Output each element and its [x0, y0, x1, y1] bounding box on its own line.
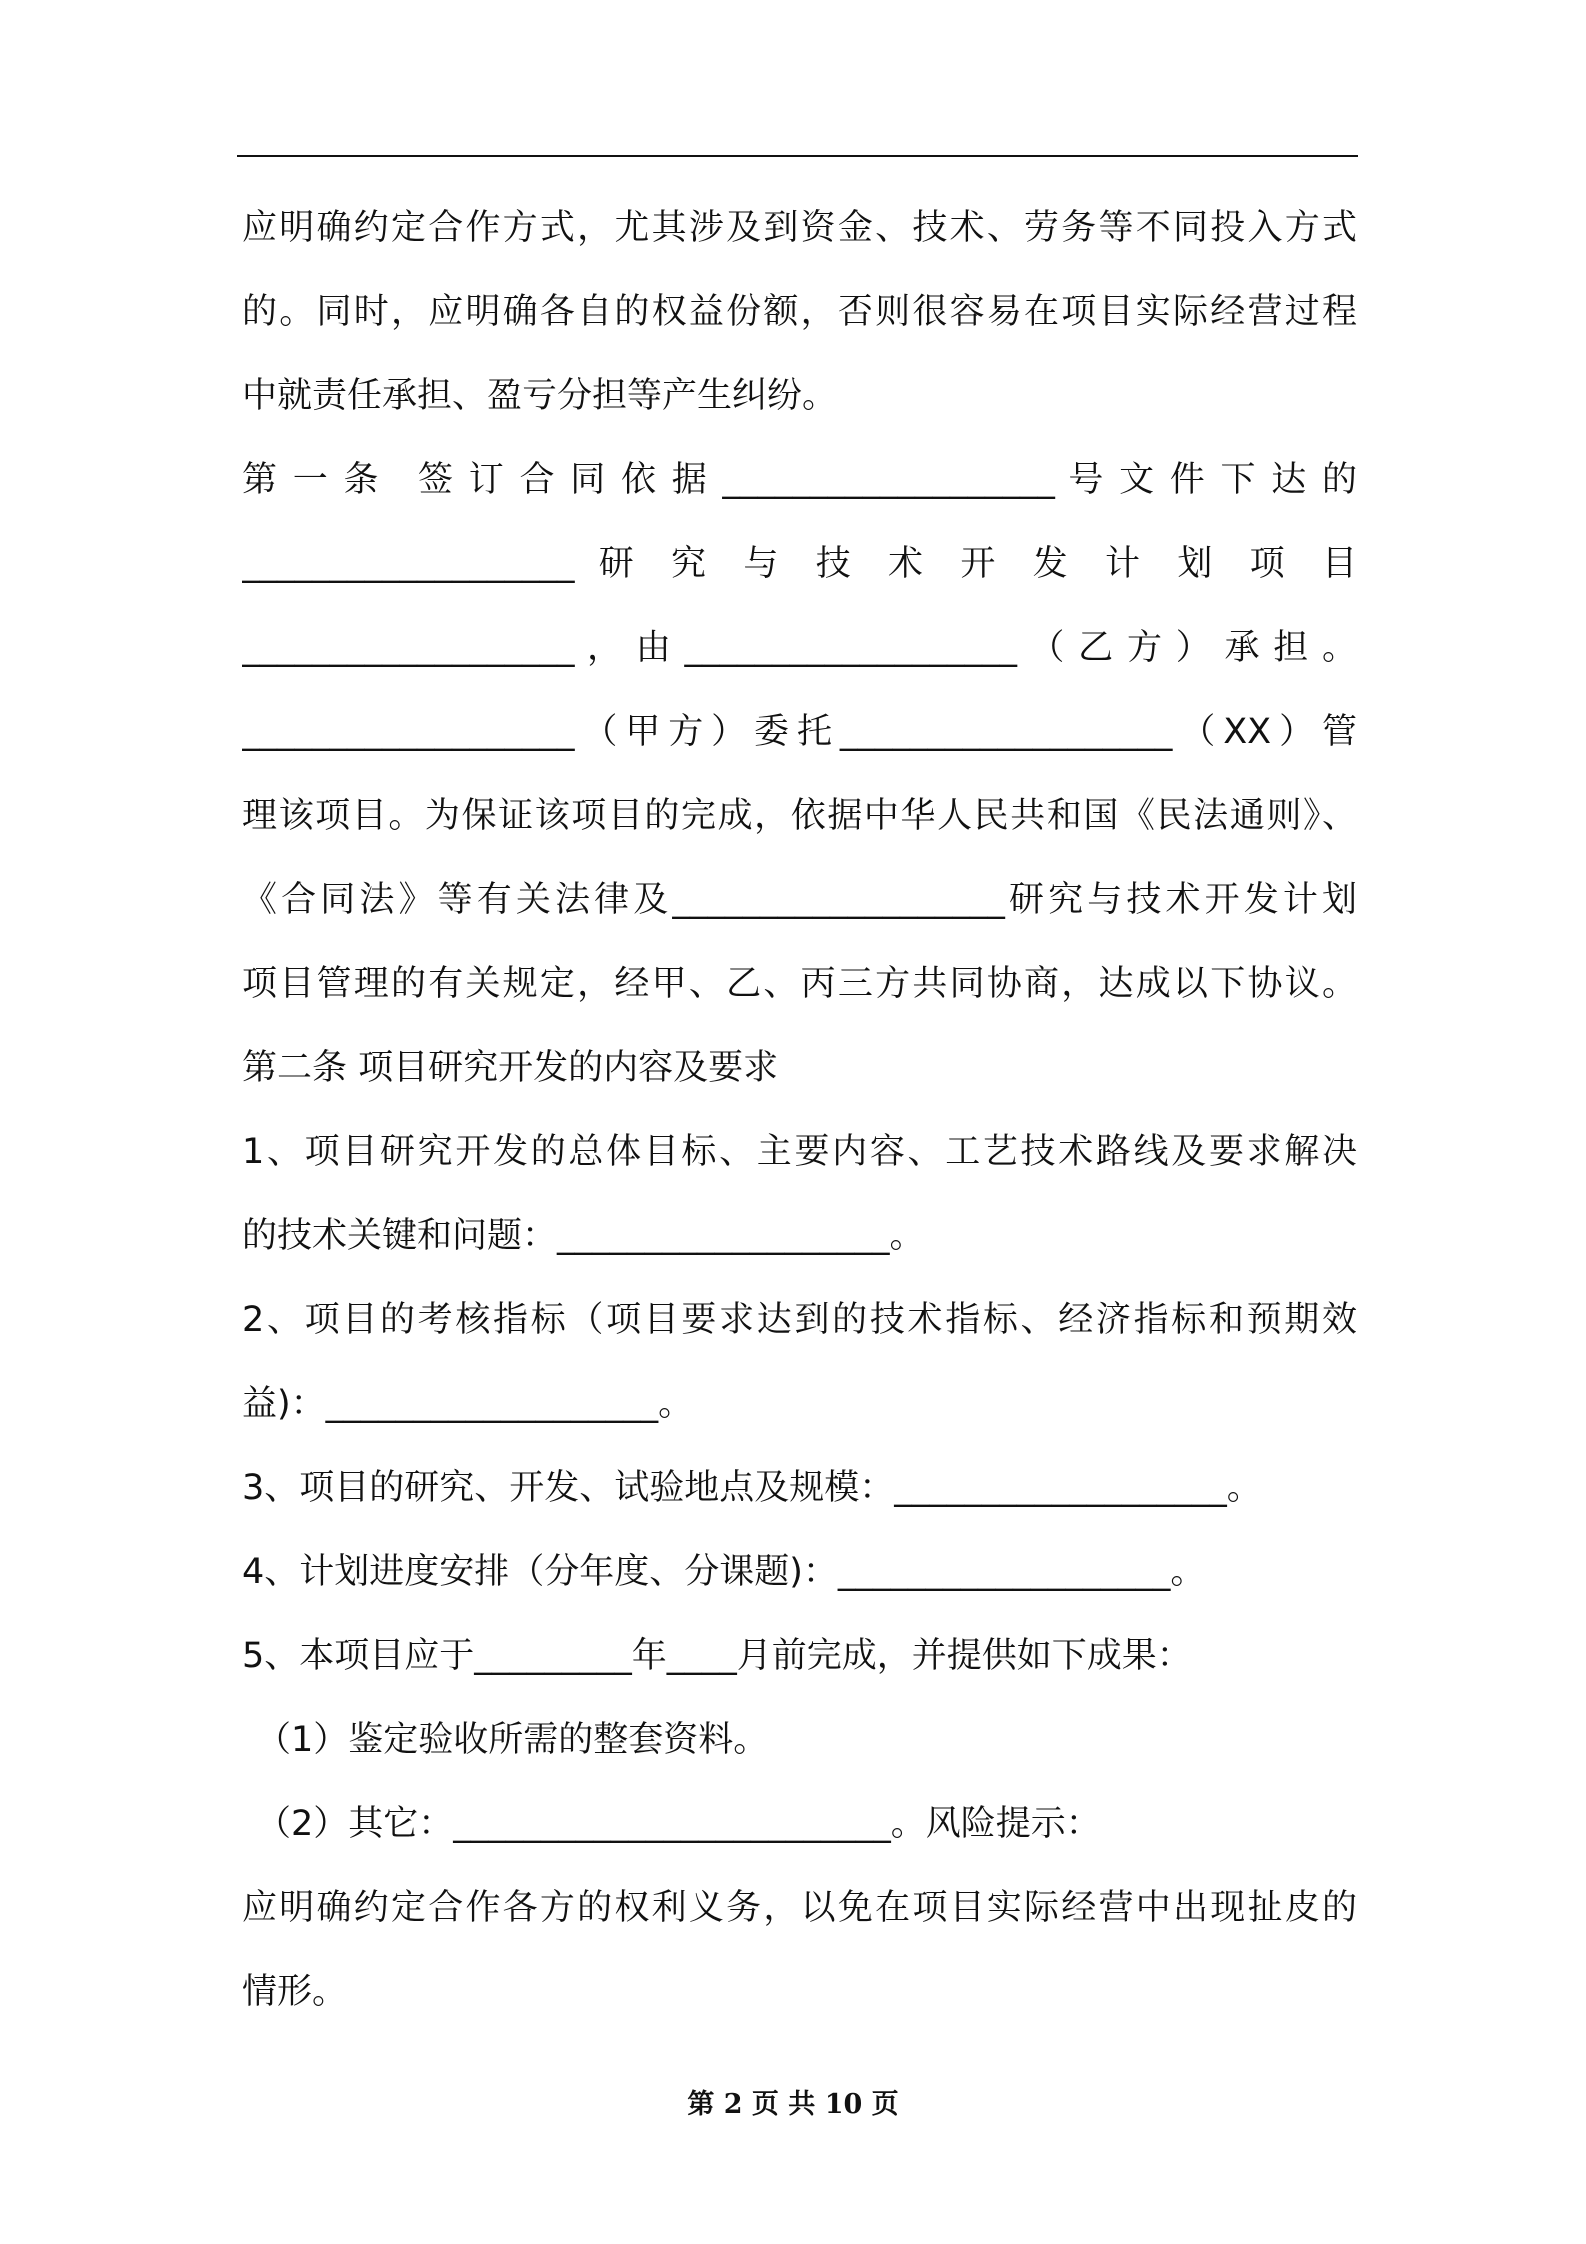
- item-5-line: 5、本项目应于_________年____月前完成，并提供如下成果：: [242, 1636, 1192, 1676]
- clause-1-line: ___________________（甲方）委托___________________（XX）管: [242, 712, 1357, 752]
- sub-item-1: （1）鉴定验收所需的整套资料。: [256, 1720, 769, 1760]
- item-3-line: 3、项目的研究、开发、试验地点及规模：___________________。: [242, 1468, 1262, 1508]
- clause-1-line: 项目管理的有关规定，经甲、乙、丙三方共同协商，达成以下协议。: [242, 964, 1357, 1004]
- item-2-line: 2、项目的考核指标（项目要求达到的技术指标、经济指标和预期效: [242, 1300, 1357, 1340]
- clause-1-line: 《合同法》等有关法律及___________________研究与技术开发计划: [242, 880, 1357, 920]
- clause-1-line: 第 一 条 签 订 合 同 依 据 ___________________ 号 文 件 下 达 的: [242, 460, 1357, 500]
- clause-2-heading: 第二条 项目研究开发的内容及要求: [242, 1048, 779, 1088]
- clause-1-line: 理该项目。为保证该项目的完成，依据中华人民共和国《民法通则》、: [242, 796, 1357, 836]
- item-4-line: 4、计划进度安排（分年度、分课题)：___________________。: [242, 1552, 1206, 1592]
- item-2-line: 益)：___________________。: [242, 1384, 694, 1424]
- item-1-line: 的技术关键和问题：___________________。: [242, 1216, 925, 1256]
- risk-note-line: 应明确约定合作各方的权利义务，以免在项目实际经营中出现扯皮的: [242, 1888, 1357, 1928]
- risk-note-line: 情形。: [242, 1972, 348, 2012]
- page-number: 第 2 页 共 10 页: [687, 2089, 899, 2120]
- sub-item-2: （2）其它：_________________________。风险提示：: [256, 1804, 1101, 1844]
- text-line: 的。同时，应明确各自的权益份额，否则很容易在项目实际经营过程: [242, 292, 1357, 332]
- header-rule: [237, 155, 1358, 157]
- clause-1-line: ___________________ 研 究 与 技 术 开 发 计 划 项 目: [242, 544, 1357, 584]
- item-1-line: 1、项目研究开发的总体目标、主要内容、工艺技术路线及要求解决: [242, 1132, 1357, 1172]
- clause-1-line: ___________________ ， 由 ___________________ （ 乙 方 ） 承 担 。: [242, 628, 1357, 668]
- text-line: 中就责任承担、盈亏分担等产生纠纷。: [242, 376, 838, 416]
- document-body: [242, 186, 1357, 2034]
- text-line: 应明确约定合作方式，尤其涉及到资金、技术、劳务等不同投入方式: [242, 208, 1357, 248]
